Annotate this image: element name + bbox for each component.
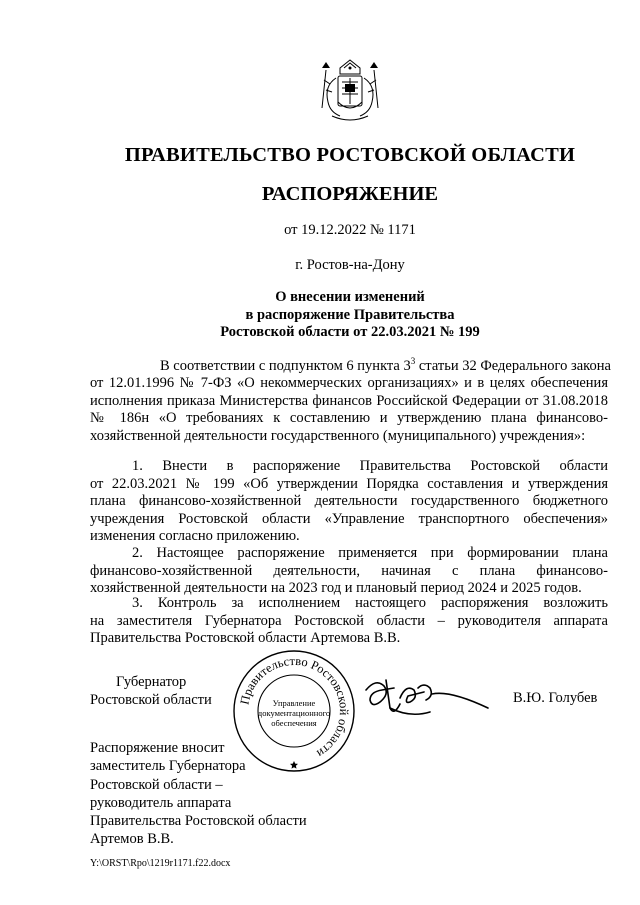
document-subject (0, 289, 640, 342)
submitter-line: Артемов В.В. (90, 831, 174, 848)
item-line: 3. Контроль за исполнением настоящего распоряжения возложить (132, 595, 608, 611)
subject-line: в распоряжение Правительства (245, 306, 455, 323)
item-2-paragraph (90, 545, 608, 598)
signatory-position (90, 673, 212, 709)
superscript: 3 (410, 356, 416, 366)
submitter-line: Ростовской области – (90, 776, 223, 793)
item-3-paragraph (90, 595, 608, 648)
item-line: финансово-хозяйственной деятельности, начиная с плана финансово- (90, 562, 608, 579)
file-path-footer: Y:\ORST\Rpo\1219r1171.f22.docx (90, 858, 231, 869)
signatory-name: В.Ю. Голубев (513, 690, 598, 706)
submitter-line: руководитель аппарата (90, 794, 232, 811)
handwritten-signature (360, 668, 490, 724)
preamble-text: статьи 32 Федерального закона (415, 357, 611, 374)
item-line: Правительства Ростовской области Артемова В.В. (90, 630, 401, 646)
submitter-line: Правительства Ростовской области (90, 813, 307, 830)
stamp-ring-textpath: Правительство Ростовской области (237, 653, 352, 761)
signatory-position-line: Губернатор (116, 674, 187, 690)
item-line: учреждения Ростовской области «Управление транспортного обеспечения» (90, 510, 608, 527)
document-type: РАСПОРЯЖЕНИЕ (261, 183, 439, 205)
preamble-line: от 12.01.1996 № 7-ФЗ «О некоммерческих организациях» и в целях обеспечения (90, 375, 608, 392)
subject-line: О внесении изменений (275, 289, 425, 305)
subject-line: Ростовской области от 22.03.2021 № 199 (220, 324, 480, 340)
preamble-line: исполнения приказа Министерства финансов Российской Федерации от 31.08.2018 (90, 392, 608, 409)
submitter-line: Распоряжение вносит (90, 740, 225, 756)
stamp-center-line: Управление (272, 698, 316, 708)
signatory-position-line: Ростовской области (90, 692, 212, 708)
stamp-center-line: обеспечения (271, 718, 317, 728)
preamble-text: В соответствии с подпунктом 6 пункта 3 (160, 357, 411, 374)
document-city: г. Ростов-на-Дону (295, 257, 405, 273)
item-line: 1. Внести в распоряжение Правительства Ростовской области (132, 458, 608, 474)
preamble-line: хозяйственной деятельности государственного (муниципального) учреждения»: (90, 427, 586, 444)
item-line: плана финансово-хозяйственной деятельности государственного бюджетного (90, 493, 608, 509)
government-title: ПРАВИТЕЛЬСТВО РОСТОВСКОЙ ОБЛАСТИ (124, 144, 576, 166)
preamble-line: № 186н «О требованиях к составлению и утверждению плана финансово- (90, 410, 608, 427)
item-1-paragraph (90, 458, 608, 546)
item-line: 2. Настоящее распоряжение применяется при формировании плана (132, 545, 608, 561)
item-line: на заместителя Губернатора Ростовской области – руководителя аппарата (90, 612, 608, 629)
item-line: хозяйственной деятельности на 2023 год и плановый период 2024 и 2025 годов. (90, 580, 582, 596)
stamp-center-line: документационного (257, 708, 331, 718)
document-date-number: от 19.12.2022 № 1171 (284, 222, 416, 238)
submitter-line: заместитель Губернатора (90, 758, 246, 775)
submitter-block (90, 739, 307, 849)
preamble-paragraph (90, 353, 611, 445)
item-line: изменения согласно приложению. (90, 528, 300, 544)
item-line: от 22.03.2021 № 199 «Об утверждении Порядка составления и утверждения (90, 475, 608, 492)
preamble-line (90, 353, 611, 375)
coat-of-arms-emblem (318, 58, 382, 126)
